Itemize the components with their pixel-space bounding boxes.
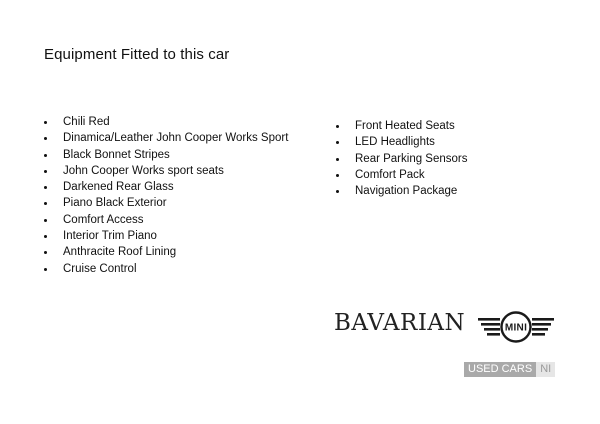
list-item: Comfort Access [44, 212, 288, 228]
mini-logo-text: MINI [504, 322, 528, 334]
list-item: Cruise Control [44, 261, 288, 277]
list-item: Navigation Package [336, 183, 468, 199]
list-item: Black Bonnet Stripes [44, 147, 288, 163]
dealer-wordmark: BAVARIAN [334, 310, 466, 336]
list-item: Piano Black Exterior [44, 195, 288, 211]
list-item: Darkened Rear Glass [44, 179, 288, 195]
list-item: LED Headlights [336, 134, 468, 150]
equipment-list-left [44, 114, 288, 277]
list-item: Comfort Pack [336, 167, 468, 183]
list-item: Front Heated Seats [336, 118, 468, 134]
list-item: Rear Parking Sensors [336, 151, 468, 167]
mini-logo-icon [478, 310, 554, 344]
used-cars-label: USED CARS [464, 362, 536, 377]
equipment-list-right [336, 118, 468, 199]
list-item: Interior Trim Piano [44, 228, 288, 244]
page-title: Equipment Fitted to this car [44, 46, 230, 63]
list-item: John Cooper Works sport seats [44, 163, 288, 179]
list-item: Anthracite Roof Lining [44, 244, 288, 260]
used-cars-badge [464, 362, 555, 377]
list-item: Chili Red [44, 114, 288, 130]
list-item: Dinamica/Leather John Cooper Works Sport [44, 130, 288, 146]
region-label: NI [536, 362, 555, 377]
